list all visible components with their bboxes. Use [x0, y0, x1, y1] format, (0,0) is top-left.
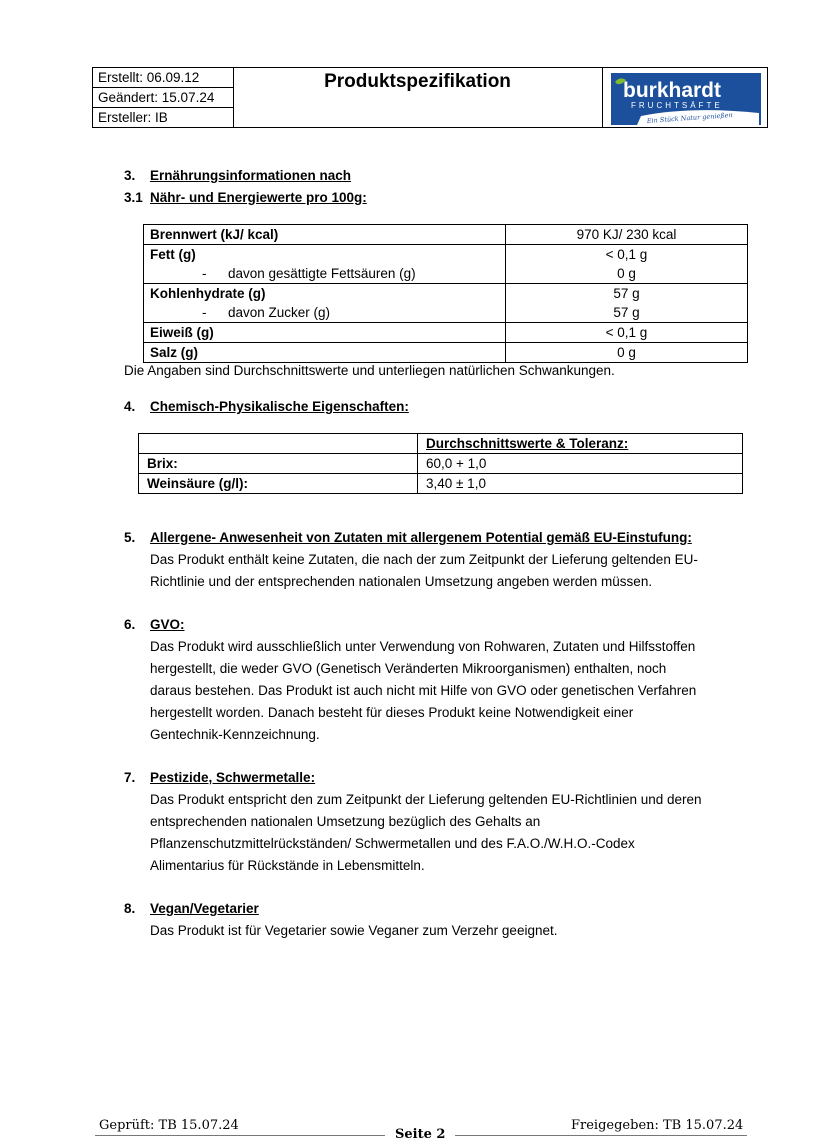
row-value: 0 g	[506, 343, 748, 363]
row-value: 57 g	[506, 284, 748, 304]
created-date: Erstellt: 06.09.12	[93, 68, 233, 88]
row-value: 57 g	[506, 303, 748, 323]
changed-date: Geändert: 15.07.24	[93, 88, 233, 108]
section-7-title: Pestizide, Schwermetalle:	[150, 770, 316, 785]
section-8-text	[150, 920, 750, 942]
footer-checked: Geprüft: TB 15.07.24	[99, 1118, 239, 1133]
row-value: 0 g	[506, 264, 748, 284]
section-6-number: 6.	[124, 617, 136, 632]
text-line: Das Produkt ist für Vegetarier sowie Veganer zum Verzehr geeignet.	[150, 923, 558, 938]
section-3-number: 3.	[124, 168, 136, 183]
text-line: Gentechnik-Kennzeichnung.	[150, 727, 320, 742]
footer-released: Freigegeben: TB 15.07.24	[571, 1118, 744, 1133]
table-row	[139, 434, 743, 454]
text-line: Das Produkt wird ausschließlich unter Verwendung von Rohwaren, Zutaten und Hilfsstoffen	[150, 639, 696, 654]
sub-dash: -	[202, 305, 207, 320]
row-value: 3,40 ± 1,0	[418, 474, 743, 494]
author: Ersteller: IB	[98, 110, 168, 125]
row-value: < 0,1 g	[506, 323, 748, 343]
table-row	[144, 264, 748, 284]
row-label: Brennwert (kJ/ kcal)	[144, 225, 506, 245]
section-4-title: Chemisch-Physikalische Eigenschaften:	[150, 399, 409, 414]
section-6-text	[150, 636, 750, 746]
table-row	[144, 284, 748, 304]
logo-subtitle: FRUCHTSÄFTE	[631, 101, 723, 110]
row-label: Eiweiß (g)	[144, 323, 506, 343]
row-label: Brix:	[139, 454, 418, 474]
row-label: Fett (g)	[144, 245, 506, 265]
chemical-table	[138, 433, 743, 494]
logo-cell	[602, 68, 768, 127]
row-value: 970 KJ/ 230 kcal	[506, 225, 748, 245]
table-row	[144, 245, 748, 265]
section-3-1-number: 3.1	[124, 190, 143, 205]
section-7-text	[150, 789, 750, 877]
text-line: Richtlinie und der entsprechenden nationalen Umsetzung angeben werden müssen.	[150, 574, 653, 589]
table-row	[144, 225, 748, 245]
sub-dash: -	[202, 266, 207, 281]
text-line: entsprechenden nationalen Umsetzung bezüglich des Gehalts an	[150, 814, 541, 829]
section-8-number: 8.	[124, 901, 136, 916]
row-label: Weinsäure (g/l):	[139, 474, 418, 494]
sub-label: davon gesättigte Fettsäuren (g)	[228, 266, 416, 281]
row-value: 60,0 + 1,0	[418, 454, 743, 474]
text-line: hergestellt, die weder GVO (Genetisch Veränderten Mikroorganismen) enthalten, noch	[150, 661, 667, 676]
row-value: < 0,1 g	[506, 245, 748, 265]
logo-slogan: Ein Stück Natur genießen	[646, 111, 733, 125]
document-title: Produktspezifikation	[324, 71, 511, 92]
logo-brand: burkhardt	[623, 79, 722, 102]
table-row	[139, 454, 743, 474]
row-label	[144, 264, 506, 284]
section-5-number: 5.	[124, 530, 136, 545]
row-label: Salz (g)	[144, 343, 506, 363]
document-header	[92, 67, 768, 128]
sub-label: davon Zucker (g)	[228, 305, 331, 320]
section-3-1-title: Nähr- und Energiewerte pro 100g:	[150, 190, 367, 205]
text-line: Pflanzenschutzmittelrückständen/ Schwermetallen und des F.A.O./W.H.O.-Codex	[150, 836, 635, 851]
section-5-title: Allergene- Anwesenheit von Zutaten mit allergenem Potential gemäß EU-Einstufung:	[150, 530, 692, 545]
section-6-title: GVO:	[150, 617, 185, 632]
table-row	[139, 474, 743, 494]
table-row	[144, 303, 748, 323]
row-label	[144, 303, 506, 323]
nutrition-note: Die Angaben sind Durchschnittswerte und unterliegen natürlichen Schwankungen.	[124, 363, 615, 378]
column-header: Durchschnittswerte & Toleranz:	[418, 434, 743, 454]
section-8-title: Vegan/Vegetarier	[150, 901, 259, 916]
text-line: Alimentarius für Rückstände in Lebensmitteln.	[150, 858, 425, 873]
section-3-title: Ernährungsinformationen nach	[150, 168, 352, 183]
row-label: Kohlenhydrate (g)	[144, 284, 506, 304]
nutrition-table	[143, 224, 748, 363]
section-7-number: 7.	[124, 770, 136, 785]
table-row	[144, 343, 748, 363]
table-row	[144, 323, 748, 343]
section-4-number: 4.	[124, 399, 136, 414]
text-line: Das Produkt enthält keine Zutaten, die nach der zum Zeitpunkt der Lieferung geltenden EU-	[150, 552, 698, 567]
header-meta	[93, 68, 234, 127]
burkhardt-logo	[611, 73, 761, 125]
text-line: daraus bestehen. Das Produkt ist auch nicht mit Hilfe von GVO oder genetischen Verfahren	[150, 683, 697, 698]
section-5-text	[150, 549, 750, 593]
page-number: Seite 2	[395, 1127, 446, 1142]
text-line: hergestellt worden. Danach besteht für dieses Produkt keine Notwendigkeit einer	[150, 705, 634, 720]
header-empty-cell	[139, 434, 418, 454]
text-line: Das Produkt entspricht den zum Zeitpunkt der Lieferung geltenden EU-Richtlinien und deren	[150, 792, 702, 807]
